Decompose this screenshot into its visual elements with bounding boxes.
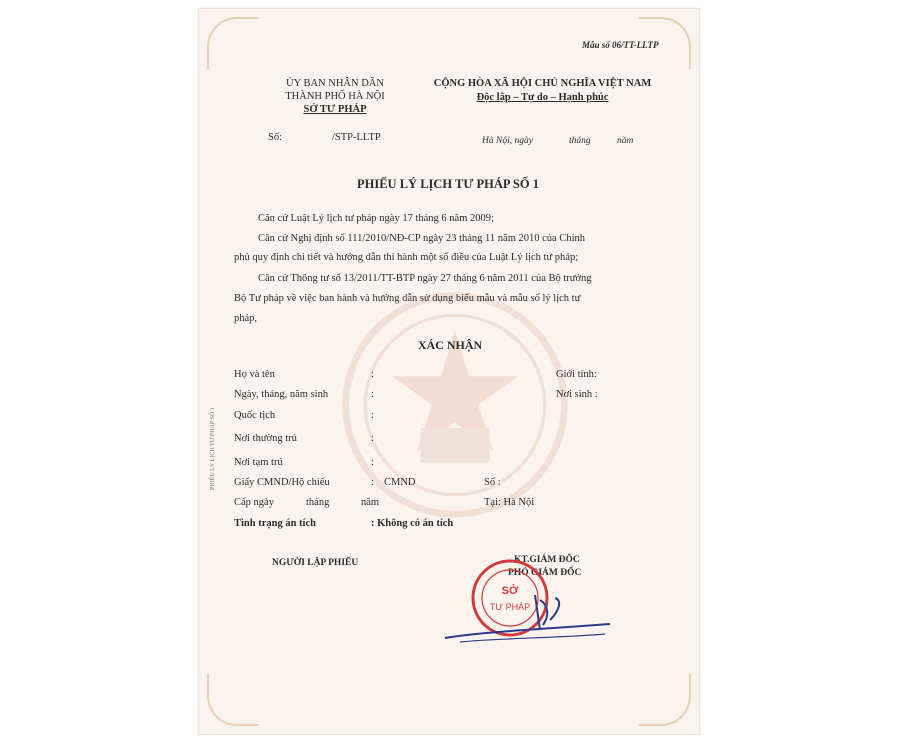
side-margin-text xyxy=(204,270,228,490)
stamp-text-bottom: TƯ PHÁP xyxy=(489,602,531,612)
director-line1: KT.GIÁM ĐỐC xyxy=(514,555,580,565)
temp-residence-label: Nơi tạm trú xyxy=(234,457,283,468)
dob-label: Ngày, tháng, năm sinh xyxy=(234,389,329,400)
issue-month: tháng xyxy=(306,497,330,508)
ornament-corner xyxy=(207,17,259,69)
confirm-heading: XÁC NHẬN xyxy=(417,338,483,352)
issuer-line3: SỞ TƯ PHÁP xyxy=(303,104,367,115)
ornament-corner xyxy=(207,674,259,726)
id-type: CMND xyxy=(384,477,416,488)
preamble-line: pháp, xyxy=(234,313,258,324)
issuer-line2: THÀNH PHỐ HÀ NỘI xyxy=(285,91,385,102)
preamble-line: Bộ Tư pháp về việc ban hành và hướng dẫn sử dụng biểu mẫu và mẫu sổ lý lịch tư xyxy=(234,293,581,304)
issue-date-label: Cấp ngày xyxy=(234,497,274,508)
record-label: Tình trạng án tích xyxy=(234,518,316,529)
ornament-corner xyxy=(639,674,691,726)
name-label: Họ và tên xyxy=(234,369,275,380)
doc-number-label: Số: xyxy=(268,132,283,143)
preamble-line: Căn cứ Luật Lý lịch tư pháp ngày 17 tháng 6 năm 2009; xyxy=(258,213,494,224)
stamp-text-top: SỞ xyxy=(501,585,519,597)
emblem-watermark xyxy=(340,290,570,520)
preamble-line: Căn cứ Thông tư số 13/2011/TT-BTP ngày 27 tháng 6 năm 2011 của Bộ trưởng xyxy=(258,273,592,284)
residence-label: Nơi thường trú xyxy=(234,433,297,444)
id-colon: : xyxy=(371,477,374,488)
country-name: CỘNG HÒA XÃ HỘI CHỦ NGHĨA VIỆT NAM xyxy=(433,78,652,89)
id-number-label: Số : xyxy=(484,477,501,488)
side-text: PHIẾU LÝ LỊCH TƯ PHÁP SỐ 1 xyxy=(210,407,216,490)
temp-residence-colon: : xyxy=(371,457,374,468)
birthplace-label: Nơi sinh : xyxy=(556,389,598,400)
nationality-colon: : xyxy=(371,410,374,421)
record-value: : Không có án tích xyxy=(371,518,454,529)
issue-place: Tại: Hà Nội xyxy=(484,497,535,508)
date-year: năm xyxy=(617,136,634,146)
residence-colon: : xyxy=(371,433,374,444)
preparer-title: NGƯỜI LẬP PHIẾU xyxy=(272,558,359,568)
form-number: Mẫu số 06/TT-LLTP xyxy=(582,40,659,50)
name-colon: : xyxy=(371,369,374,380)
dob-colon: : xyxy=(371,389,374,400)
document-title: PHIẾU LÝ LỊCH TƯ PHÁP SỐ 1 xyxy=(357,177,539,191)
date-prefix: Hà Nội, ngày xyxy=(482,136,533,146)
preamble-line: Căn cứ Nghị định số 111/2010/NĐ-CP ngày 23 tháng 11 năm 2010 của Chính xyxy=(258,233,585,244)
issuer-line1: ỦY BAN NHÂN DÂN xyxy=(286,78,384,89)
signature xyxy=(440,580,620,650)
id-label: Giấy CMND/Hộ chiếu xyxy=(234,477,330,488)
motto: Độc lập – Tự do – Hạnh phúc xyxy=(476,92,609,103)
date-month: tháng xyxy=(569,136,591,146)
doc-number-suffix: /STP-LLTP xyxy=(332,132,381,143)
gender-label: Giới tính: xyxy=(556,369,597,380)
preamble-line: phủ quy định chi tiết và hướng dẫn thi hành một số điều của Luật Lý lịch tư pháp; xyxy=(234,252,579,263)
issue-year: năm xyxy=(361,497,380,508)
nationality-label: Quốc tịch xyxy=(234,410,276,421)
director-line2: PHÓ GIÁM ĐỐC xyxy=(508,568,582,578)
